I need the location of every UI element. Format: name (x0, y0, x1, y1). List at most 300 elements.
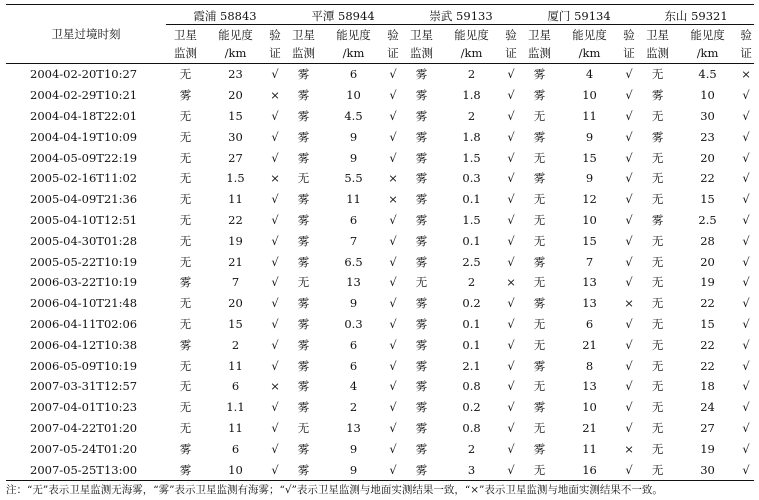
sat-status-cell: 雾 (297, 129, 310, 144)
satellite-monitoring-header-line: 卫星 (292, 28, 316, 42)
sat-status-cell: 无 (520, 459, 559, 480)
sat-status-cell: 雾 (179, 441, 192, 456)
verification-cell: √ (389, 358, 397, 373)
visibility-cell: 15 (700, 192, 715, 207)
sat-status-cell: 无 (651, 150, 664, 165)
visibility-cell: 1.8 (462, 129, 481, 144)
transit-time-cell: 2005-05-22T10:19 (30, 254, 138, 269)
verification-cell: √ (507, 337, 515, 352)
visibility-cell: 30 (677, 459, 738, 480)
verification-cell: √ (742, 420, 750, 435)
verification-cell: √ (625, 316, 633, 331)
visibility-cell: 6 (231, 441, 240, 456)
sat-status-cell: 无 (651, 192, 664, 207)
verification-header (620, 25, 638, 64)
verification-cell: √ (507, 233, 515, 248)
satellite-monitoring-header-line: 监测 (528, 46, 552, 60)
verification-header-line: 验 (505, 28, 517, 42)
transit-time-cell: 2006-03-22T10:19 (30, 275, 138, 290)
table-body (6, 64, 754, 481)
sat-status-cell: 无 (179, 212, 192, 227)
verification-header-line: 验 (623, 28, 635, 42)
visibility-header-line: 能见度 (218, 28, 253, 42)
verification-cell: √ (625, 129, 633, 144)
verification-cell: √ (389, 337, 397, 352)
visibility-cell: 21 (228, 254, 243, 269)
verification-cell: √ (389, 379, 397, 394)
verification-cell: √ (625, 108, 633, 123)
sat-status-cell: 雾 (415, 379, 428, 394)
verification-cell: √ (507, 129, 515, 144)
table-row (6, 397, 754, 418)
verification-cell: √ (625, 379, 633, 394)
transit-time-cell: 2006-05-09T10:19 (30, 358, 138, 373)
sat-status-cell: 雾 (415, 296, 428, 311)
sat-status-cell: 雾 (297, 296, 310, 311)
visibility-cell: 11 (228, 192, 243, 207)
visibility-cell: 1.8 (462, 88, 481, 103)
sat-status-cell: 无 (297, 171, 310, 186)
transit-time-cell: 2004-05-09T22:19 (30, 150, 138, 165)
visibility-cell: 2 (467, 275, 476, 290)
verification-cell: √ (507, 379, 515, 394)
sat-status-cell: 雾 (297, 337, 310, 352)
verification-cell: × (270, 379, 280, 394)
satellite-monitoring-header-line: 卫星 (646, 28, 670, 42)
visibility-cell: 6 (349, 337, 358, 352)
satellite-monitoring-header-line: 监测 (292, 46, 316, 60)
sat-status-cell: 无 (533, 275, 546, 290)
sat-status-cell: 无 (179, 400, 192, 415)
sat-status-cell: 雾 (297, 441, 310, 456)
visibility-header-line: /km (460, 46, 483, 60)
verification-cell: √ (507, 358, 515, 373)
sat-status-cell: 雾 (415, 254, 428, 269)
table-row (6, 438, 754, 459)
sat-status-cell: 无 (651, 420, 664, 435)
sat-status-cell: 雾 (415, 150, 428, 165)
verification-cell: √ (507, 67, 515, 82)
visibility-cell: 10 (582, 400, 597, 415)
sat-status-cell: 雾 (415, 420, 428, 435)
table-row (6, 147, 754, 168)
verification-cell: √ (384, 459, 402, 480)
sat-status-cell: 雾 (297, 254, 310, 269)
visibility-header-line: /km (696, 46, 719, 60)
sat-status-cell: 雾 (284, 459, 323, 480)
verification-cell: √ (507, 108, 515, 123)
station-header: 平潭 58944 (284, 5, 402, 25)
satellite-monitoring-header-line: 卫星 (174, 28, 197, 42)
visibility-cell: 13 (582, 379, 597, 394)
transit-time-cell: 2006-04-12T10:38 (30, 337, 138, 352)
verification-cell: √ (507, 400, 515, 415)
visibility-cell: 2 (467, 108, 476, 123)
verification-cell: √ (271, 358, 279, 373)
transit-time-cell: 2005-04-10T12:51 (30, 212, 138, 227)
visibility-cell: 6 (349, 67, 358, 82)
sat-status-cell: 无 (651, 441, 664, 456)
visibility-cell: 13 (346, 275, 361, 290)
sat-status-cell: 雾 (533, 67, 546, 82)
table-row (6, 189, 754, 210)
verification-cell: √ (625, 400, 633, 415)
table-row (6, 251, 754, 272)
sat-status-cell: 雾 (415, 108, 428, 123)
visibility-cell: 22 (700, 296, 715, 311)
visibility-cell: 10 (582, 212, 597, 227)
sat-status-cell: 雾 (297, 192, 310, 207)
sat-status-cell: 雾 (297, 400, 310, 415)
verification-header (266, 25, 284, 64)
verification-cell: √ (389, 108, 397, 123)
table-row (6, 230, 754, 251)
table-row (6, 334, 754, 355)
verification-cell: √ (507, 88, 515, 103)
verification-cell: √ (389, 67, 397, 82)
sat-status-cell: 雾 (297, 316, 310, 331)
sat-status-cell: 雾 (533, 296, 546, 311)
verification-cell: √ (507, 296, 515, 311)
sat-status-cell: 雾 (179, 337, 192, 352)
sat-status-cell: 无 (179, 171, 192, 186)
visibility-cell: 20 (228, 296, 243, 311)
visibility-cell: 19 (700, 441, 715, 456)
visibility-header-line: 能见度 (336, 28, 371, 42)
verification-cell: √ (389, 275, 397, 290)
sat-status-cell: 无 (638, 459, 677, 480)
transit-time-cell: 2006-04-10T21:48 (30, 296, 138, 311)
visibility-cell: 27 (700, 420, 715, 435)
verification-cell: √ (742, 337, 750, 352)
sat-status-cell: 雾 (297, 358, 310, 373)
sat-status-cell: 雾 (651, 88, 664, 103)
visibility-cell: 24 (700, 400, 715, 415)
visibility-cell: 6.5 (344, 254, 363, 269)
sat-status-cell: 无 (651, 316, 664, 331)
satellite-monitoring-header (284, 25, 323, 64)
visibility-header-line: 能见度 (572, 28, 607, 42)
visibility-cell: 0.8 (462, 379, 481, 394)
visibility-cell: 9 (323, 459, 384, 480)
verification-header-line: 证 (623, 46, 635, 60)
sat-status-cell: 雾 (415, 337, 428, 352)
sat-status-cell: 雾 (533, 171, 546, 186)
visibility-cell: 20 (700, 254, 715, 269)
visibility-header (205, 25, 266, 64)
verification-cell: √ (271, 212, 279, 227)
visibility-cell: 6 (349, 212, 358, 227)
verification-cell: √ (625, 171, 633, 186)
visibility-cell: 10 (582, 88, 597, 103)
table-row (6, 272, 754, 293)
verification-cell: √ (389, 88, 397, 103)
station-header: 厦门 59134 (520, 5, 638, 25)
visibility-cell: 0.2 (462, 296, 481, 311)
verification-cell: √ (502, 459, 520, 480)
verification-cell: √ (742, 441, 750, 456)
sat-status-cell: 雾 (533, 129, 546, 144)
visibility-cell: 0.1 (462, 192, 481, 207)
table-row (6, 459, 754, 480)
sat-status-cell: 无 (651, 275, 664, 290)
visibility-cell: 22 (700, 171, 715, 186)
visibility-cell: 5.5 (344, 171, 363, 186)
visibility-cell: 2 (467, 67, 476, 82)
visibility-cell: 13 (346, 420, 361, 435)
verification-cell: √ (742, 192, 750, 207)
visibility-cell: 2.5 (462, 254, 481, 269)
verification-cell: × (270, 171, 280, 186)
sat-status-cell: 无 (179, 233, 192, 248)
verification-cell: √ (271, 337, 279, 352)
sat-status-cell: 无 (179, 67, 192, 82)
visibility-cell: 11 (346, 192, 361, 207)
sat-status-cell: 雾 (533, 88, 546, 103)
transit-time-cell: 2004-04-19T10:09 (30, 129, 138, 144)
visibility-cell: 10 (700, 88, 715, 103)
verification-cell: √ (271, 441, 279, 456)
sat-status-cell: 雾 (297, 379, 310, 394)
verification-cell: √ (389, 150, 397, 165)
visibility-cell: 13 (582, 296, 597, 311)
verification-cell: √ (389, 254, 397, 269)
sat-status-cell: 无 (533, 212, 546, 227)
sat-status-cell: 雾 (651, 129, 664, 144)
visibility-header-line: /km (578, 46, 601, 60)
station-header: 东山 59321 (638, 5, 754, 25)
sat-status-cell: 雾 (415, 129, 428, 144)
verification-cell: √ (742, 296, 750, 311)
verification-cell: √ (389, 441, 397, 456)
visibility-cell: 0.8 (462, 420, 481, 435)
visibility-cell: 15 (582, 150, 597, 165)
verification-header-line: 证 (505, 46, 517, 60)
sat-status-cell: 无 (533, 420, 546, 435)
sat-status-cell: 雾 (533, 254, 546, 269)
visibility-header-line: /km (224, 46, 247, 60)
sat-status-cell: 无 (179, 192, 192, 207)
visibility-header (677, 25, 738, 64)
satellite-monitoring-header-line: 监测 (174, 46, 197, 60)
verification-cell: × (506, 275, 516, 290)
visibility-cell: 22 (700, 337, 715, 352)
verification-cell: √ (742, 129, 750, 144)
sat-status-cell: 雾 (166, 459, 205, 480)
sat-status-cell: 无 (179, 358, 192, 373)
visibility-header-line: 能见度 (690, 28, 725, 42)
verification-cell: √ (742, 108, 750, 123)
visibility-cell: 9 (349, 296, 358, 311)
visibility-cell: 20 (700, 150, 715, 165)
verification-cell: √ (389, 233, 397, 248)
satellite-monitoring-header-line: 监测 (410, 46, 434, 60)
sat-status-cell: 雾 (415, 212, 428, 227)
visibility-header-line: 能见度 (454, 28, 489, 42)
verification-cell: √ (507, 150, 515, 165)
sat-status-cell: 雾 (415, 316, 428, 331)
time-column-header: 卫星过境时刻 (6, 5, 166, 64)
sat-status-cell: 无 (651, 67, 664, 82)
sat-status-cell: 无 (651, 108, 664, 123)
verification-cell: √ (271, 150, 279, 165)
sat-status-cell: 雾 (297, 108, 310, 123)
table-row (6, 168, 754, 189)
table-row (6, 64, 754, 85)
sat-status-cell: 无 (533, 150, 546, 165)
visibility-header (323, 25, 384, 64)
sat-status-cell: 无 (297, 275, 310, 290)
verification-header-line: 验 (740, 28, 752, 42)
visibility-cell: 7 (231, 275, 240, 290)
sat-status-cell: 无 (533, 233, 546, 248)
sat-status-cell: 雾 (297, 233, 310, 248)
verification-cell: √ (625, 254, 633, 269)
visibility-cell: 1.5 (226, 171, 245, 186)
satellite-monitoring-header (638, 25, 677, 64)
verification-cell: √ (271, 129, 279, 144)
table-row (6, 293, 754, 314)
verification-cell: √ (625, 233, 633, 248)
verification-cell: √ (742, 150, 750, 165)
visibility-cell: 7 (349, 233, 358, 248)
visibility-cell: 22 (700, 358, 715, 373)
visibility-cell: 30 (700, 108, 715, 123)
sat-status-cell: 雾 (297, 212, 310, 227)
table-footnote: 注：“无”表示卫星监测无海雾，“雾”表示卫星监测有海雾；“√”表示卫星监测与地面实测结果一致，“×”表示卫星监测与地面实测结果不一致。 (6, 484, 663, 496)
visibility-cell: 4.5 (344, 108, 363, 123)
sat-status-cell: 雾 (533, 358, 546, 373)
verification-cell: √ (742, 212, 750, 227)
verification-cell: √ (742, 254, 750, 269)
table-row (6, 376, 754, 397)
verification-cell: √ (620, 459, 638, 480)
sat-status-cell: 无 (533, 316, 546, 331)
sat-status-cell: 无 (297, 420, 310, 435)
table-row (6, 106, 754, 127)
sat-status-cell: 雾 (415, 233, 428, 248)
sat-status-cell: 雾 (415, 88, 428, 103)
verification-cell: × (388, 171, 398, 186)
satellite-monitoring-header-line: 监测 (646, 46, 670, 60)
sat-status-cell: 雾 (415, 171, 428, 186)
verification-cell: √ (625, 192, 633, 207)
satellite-monitoring-header-line: 卫星 (528, 28, 552, 42)
verification-cell: √ (625, 150, 633, 165)
visibility-cell: 2.1 (462, 358, 481, 373)
visibility-cell: 19 (228, 233, 243, 248)
verification-cell: × (741, 67, 751, 82)
transit-time-cell: 2005-04-09T21:36 (30, 192, 138, 207)
verification-cell: × (624, 441, 634, 456)
sat-status-cell: 无 (179, 108, 192, 123)
visibility-cell: 13 (582, 275, 597, 290)
station-header: 霞浦 58843 (166, 5, 284, 25)
sat-status-cell: 无 (179, 379, 192, 394)
verification-cell: √ (742, 275, 750, 290)
sat-status-cell: 雾 (415, 358, 428, 373)
verification-cell: √ (266, 459, 284, 480)
verification-cell: √ (625, 275, 633, 290)
sat-status-cell: 雾 (533, 400, 546, 415)
transit-time-cell: 2005-02-16T11:02 (30, 171, 138, 186)
table-row (6, 355, 754, 376)
table-row (6, 126, 754, 147)
visibility-cell: 0.1 (462, 316, 481, 331)
visibility-cell: 11 (228, 420, 243, 435)
verification-cell: √ (271, 400, 279, 415)
verification-cell: √ (507, 171, 515, 186)
transit-time-cell: 2007-04-22T01:20 (30, 420, 138, 435)
sat-status-cell: 无 (651, 171, 664, 186)
satellite-monitoring-header-line: 卫星 (410, 28, 434, 42)
sat-status-cell: 无 (651, 296, 664, 311)
sat-status-cell: 无 (415, 275, 428, 290)
verification-cell: √ (507, 192, 515, 207)
sat-status-cell: 无 (533, 337, 546, 352)
verification-cell: √ (389, 316, 397, 331)
visibility-cell: 30 (228, 129, 243, 144)
visibility-cell: 1.1 (226, 400, 245, 415)
sea-fog-verification-table (6, 4, 754, 481)
visibility-cell: 12 (582, 192, 597, 207)
sat-status-cell: 无 (651, 379, 664, 394)
verification-cell: √ (742, 88, 750, 103)
sat-status-cell: 无 (533, 379, 546, 394)
visibility-cell: 9 (349, 150, 358, 165)
visibility-cell: 0.1 (462, 233, 481, 248)
visibility-cell: 27 (228, 150, 243, 165)
visibility-cell: 15 (700, 316, 715, 331)
visibility-cell: 9 (585, 129, 594, 144)
verification-cell: √ (507, 316, 515, 331)
verification-cell: √ (742, 316, 750, 331)
visibility-cell: 11 (582, 108, 597, 123)
visibility-cell: 1.5 (462, 150, 481, 165)
sat-status-cell: 无 (179, 254, 192, 269)
verification-header (502, 25, 520, 64)
visibility-header (559, 25, 620, 64)
visibility-cell: 4 (585, 67, 594, 82)
verification-header-line: 验 (269, 28, 281, 42)
verification-cell: √ (271, 108, 279, 123)
sat-status-cell: 无 (179, 150, 192, 165)
visibility-cell: 6 (231, 379, 240, 394)
sat-status-cell: 无 (651, 358, 664, 373)
transit-time-cell: 2005-04-30T01:28 (30, 233, 138, 248)
visibility-cell: 18 (700, 379, 715, 394)
verification-cell: × (388, 192, 398, 207)
visibility-cell: 22 (228, 212, 243, 227)
verification-cell: √ (389, 296, 397, 311)
verification-cell: √ (271, 275, 279, 290)
visibility-cell: 11 (582, 441, 597, 456)
verification-cell: √ (507, 420, 515, 435)
verification-cell: √ (271, 192, 279, 207)
visibility-cell: 10 (346, 88, 361, 103)
sat-status-cell: 雾 (179, 275, 192, 290)
sat-status-cell: 雾 (179, 88, 192, 103)
table-row (6, 85, 754, 106)
sat-status-cell: 无 (179, 316, 192, 331)
verification-cell: √ (389, 420, 397, 435)
transit-time-cell: 2007-05-24T01:20 (30, 441, 138, 456)
sat-status-cell: 雾 (297, 88, 310, 103)
visibility-cell: 2 (349, 400, 358, 415)
visibility-cell: 21 (582, 337, 597, 352)
verification-cell: √ (742, 233, 750, 248)
visibility-cell: 0.3 (462, 171, 481, 186)
